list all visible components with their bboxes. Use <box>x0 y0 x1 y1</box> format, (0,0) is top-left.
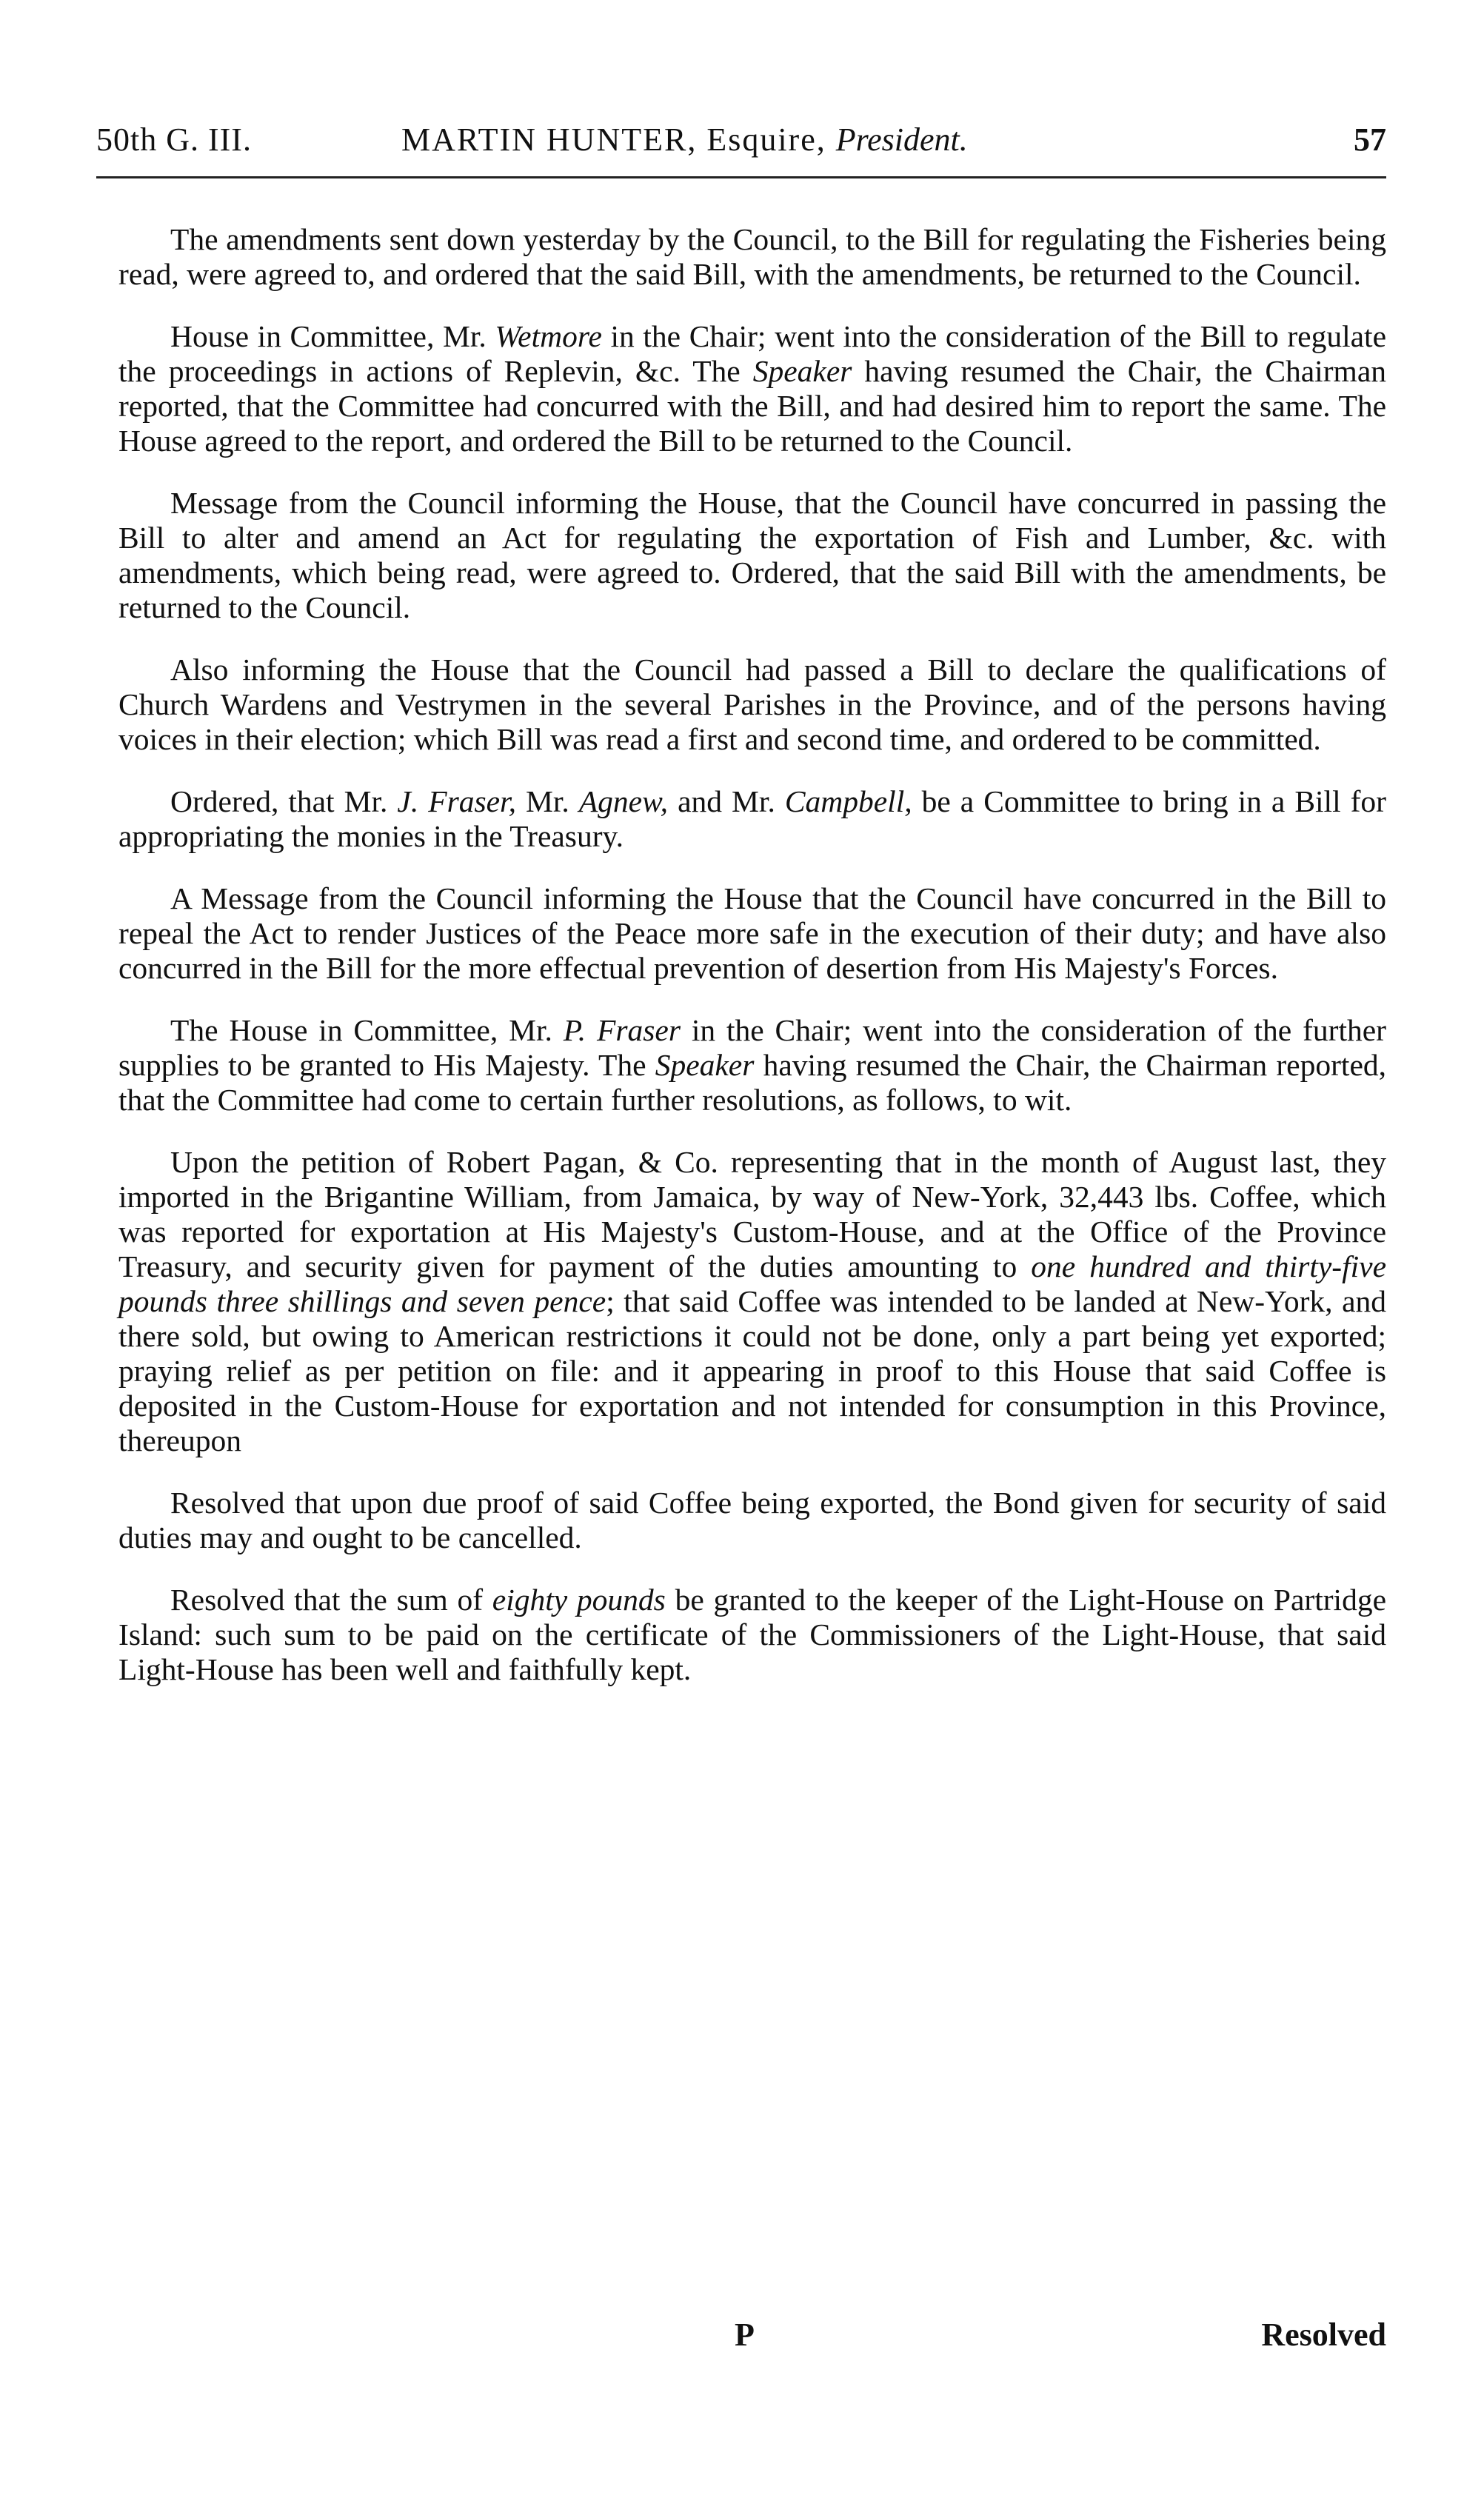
running-header <box>96 117 1386 163</box>
header-title-office: President. <box>835 121 968 158</box>
text-run: Message from the Council informing the House, that the Council have concurred in passing the Bill to alter and amend an Act for regulating the exportation of Fish and Lumber, &c. with amendments, which being read, were agreed to. Ordered, that the said Bill with the amendments, be returned to the Council. <box>118 486 1386 624</box>
signature-mark: P <box>735 2317 755 2353</box>
italic-text: J. Fraser, <box>397 784 516 818</box>
paragraph <box>118 881 1386 986</box>
header-title-name: MARTIN HUNTER, Esquire, <box>401 121 826 158</box>
page-number: 57 <box>1354 121 1386 158</box>
italic-text: Agnew, <box>578 784 669 818</box>
catchword: Resolved <box>1261 2317 1386 2353</box>
text-run: having resumed the Chair, the Chairman reported, that the Committee had concurred with the Bill, and had desired him to report the same. The House agreed to the report, and ordered the Bill to be returned to the Council. <box>118 354 1386 458</box>
italic-text: Speaker <box>655 1048 755 1082</box>
text-run: and Mr. <box>668 784 785 818</box>
text-run: Resolved that upon due proof of said Coffee being exported, the Bond given for security of said duties may and ought to be cancelled. <box>118 1486 1386 1554</box>
text-run: Upon the petition of Robert Pagan, & Co. representing that in the month of August last, they imported in the Brigantine William, from Jamaica, by way of New-York, 32,443 lbs. Coffee, which was reported for exportation at His Majesty's Custom-House, and at the Office of the Province Treasury, and security given for payment of the duties amounting to <box>118 1145 1386 1283</box>
text-run: The House in Committee, Mr. <box>170 1013 564 1047</box>
paragraph <box>118 222 1386 292</box>
text-run: in the Chair; went into the consideration of the Bill to regulate the proceedings in actions of Replevin, &c. The <box>118 319 1386 388</box>
paragraph <box>118 652 1386 757</box>
paragraph <box>118 1013 1386 1118</box>
paragraph <box>118 1583 1386 1687</box>
paragraph <box>118 1486 1386 1555</box>
paragraph <box>118 1145 1386 1458</box>
text-run: Mr. <box>515 784 579 818</box>
text-run: in the Chair; went into the consideration of the further supplies to be granted to His Majesty. The <box>118 1013 1386 1082</box>
regnal-year: 50th G. III. <box>96 121 252 158</box>
text-run: having resumed the Chair, the Chairman reported, that the Committee had come to certain further resolutions, as follows, to wit. <box>118 1048 1386 1117</box>
text-run: ; that said Coffee was intended to be landed at New-York, and there sold, but owing to American restrictions it could not be done, only a part being yet exported; praying relief as per petition on file: and it appearing in proof to this House that said Coffee is deposited in the Custom-House for exportation and not intended for consumption in this Province, thereupon <box>118 1284 1386 1457</box>
text-run: A Message from the Council informing the House that the Council have concurred in the Bill to repeal the Act to render Justices of the Peace more safe in the execution of their duty; and have also concurred in the Bill for the more effectual prevention of desertion from His Majesty's Forces. <box>118 881 1386 985</box>
text-run: Resolved that the sum of <box>170 1583 492 1617</box>
paragraph <box>118 319 1386 458</box>
header-title <box>401 117 968 163</box>
text-run: Ordered, that Mr. <box>170 784 398 818</box>
italic-text: eighty pounds <box>492 1583 666 1617</box>
paragraph <box>118 784 1386 854</box>
paragraph <box>118 486 1386 625</box>
text-run: House in Committee, Mr. <box>170 319 495 353</box>
header-rule <box>96 176 1386 178</box>
text-run: The amendments sent down yesterday by the Council, to the Bill for regulating the Fisheries being read, were agreed to, and ordered that the said Bill, with the amendments, be returned to the Council. <box>118 222 1386 291</box>
text-run: be granted to the keeper of the Light-House on Partridge Island: such sum to be paid on the certificate of the Commissioners of the Light-House, that said Light-House has been well and faithfully kept. <box>118 1583 1386 1686</box>
italic-text: Campbell, <box>784 784 912 818</box>
page-footer <box>96 2314 1386 2356</box>
text-run: Also informing the House that the Council had passed a Bill to declare the qualifications of Church Wardens and Vestrymen in the several Parishes in the Province, and of the persons having voices in their election; which Bill was read a first and second time, and ordered to be committed. <box>118 652 1386 756</box>
document-body <box>118 222 1386 1714</box>
italic-text: Speaker <box>752 354 852 388</box>
italic-text: P. Fraser <box>563 1013 681 1047</box>
italic-text: one hundred and thirty-five pounds three shillings and seven pence <box>118 1249 1386 1318</box>
italic-text: Wetmore <box>495 319 602 353</box>
text-run: be a Committee to bring in a Bill for appropriating the monies in the Treasury. <box>118 784 1386 853</box>
